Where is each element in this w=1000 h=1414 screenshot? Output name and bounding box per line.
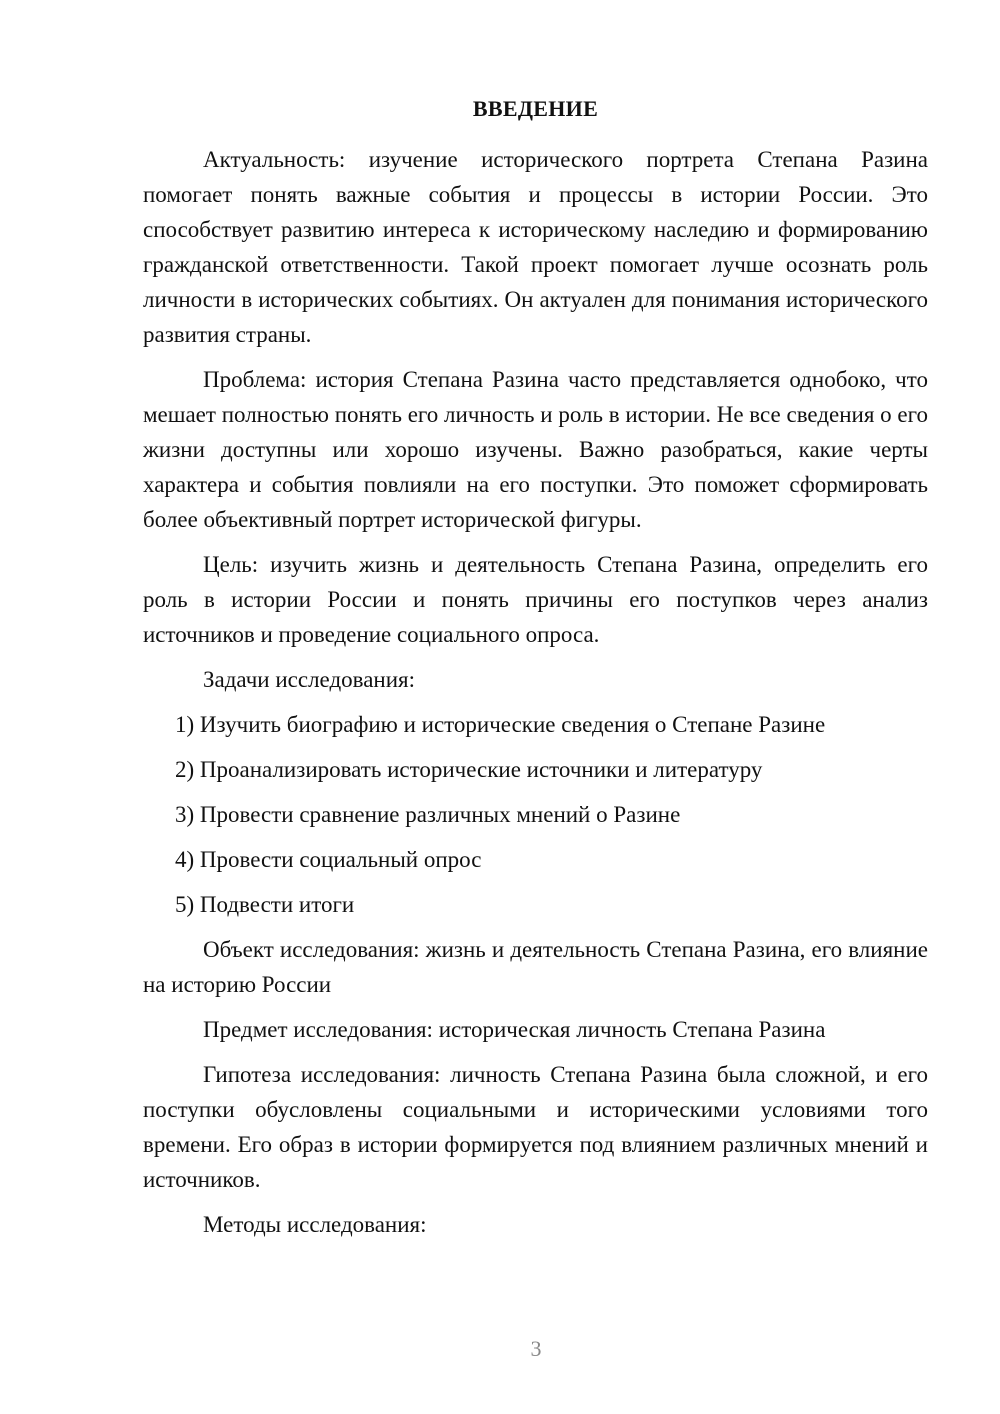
task-item: 2) Проанализировать исторические источники и литературу (175, 757, 763, 782)
page-number: 3 (530, 1336, 542, 1361)
goal-paragraph: Цель: изучить жизнь и деятельность Степана Разина, определить его роль в истории России и понять причины его поступков через анализ источников и проведение социального опроса. (143, 552, 928, 647)
tasks-heading: Задачи исследования: (203, 667, 416, 692)
document-page (143, 94, 928, 1252)
subject-paragraph: Предмет исследования: историческая личность Степана Разина (203, 1017, 826, 1042)
object-paragraph: Объект исследования: жизнь и деятельность Степана Разина, его влияние на историю России (143, 937, 928, 997)
problem-paragraph: Проблема: история Степана Разина часто представляется однобоко, что мешает полностью понять его личность и роль в истории. Не все сведения о его жизни доступны или хорошо изучены. Важно разобраться, какие черты характера и события повлияли на его поступки. Это поможет сформировать более объективный портрет исторической фигуры. (143, 367, 928, 532)
task-item: 3) Провести сравнение различных мнений о Разине (175, 802, 681, 827)
hypothesis-paragraph: Гипотеза исследования: личность Степана Разина была сложной, и его поступки обусловлены социальными и историческими условиями того времени. Его образ в истории формируется под влиянием различных мнений и источников. (143, 1062, 928, 1192)
page-heading: ВВЕДЕНИЕ (472, 96, 599, 121)
methods-heading: Методы исследования: (203, 1212, 427, 1237)
task-item: 5) Подвести итоги (175, 892, 355, 917)
tasks-list (143, 707, 928, 922)
task-item: 4) Провести социальный опрос (175, 847, 482, 872)
task-item: 1) Изучить биографию и исторические сведения о Степане Разине (175, 712, 826, 737)
relevance-paragraph: Актуальность: изучение исторического портрета Степана Разина помогает понять важные события и процессы в истории России. Это способствует развитию интереса к историческому наследию и формированию гражданской ответственности. Такой проект помогает лучше осознать роль личности в исторических событиях. Он актуален для понимания исторического развития страны. (143, 147, 928, 347)
